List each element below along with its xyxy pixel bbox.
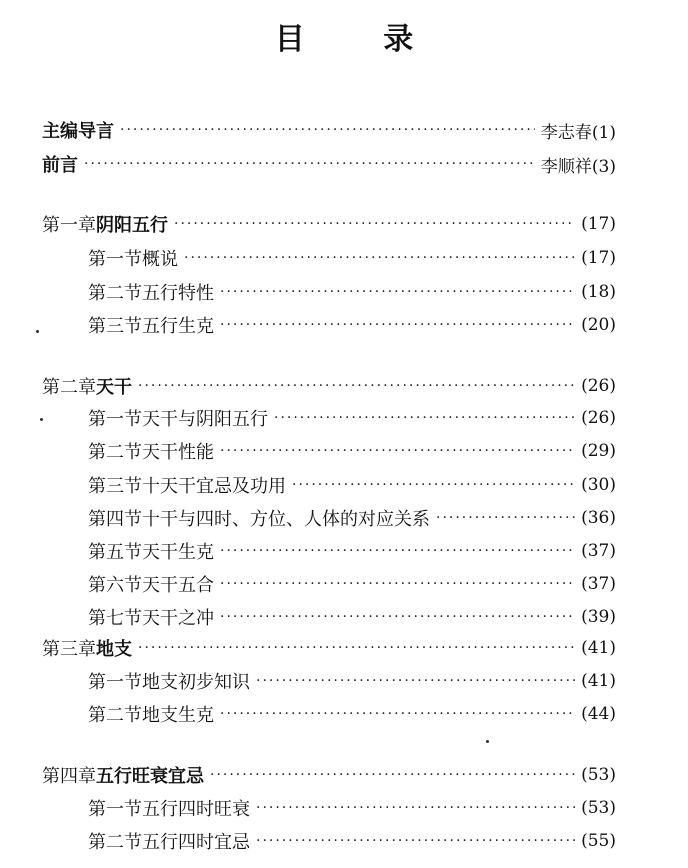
section-page: (53) — [581, 798, 616, 818]
chapter-entry — [42, 210, 616, 238]
section-title: 五行四时宜忌 — [142, 832, 250, 853]
section-page: (55) — [581, 831, 616, 851]
chapter-entry — [42, 761, 616, 789]
section-title: 十天干宜忌及功用 — [142, 476, 286, 497]
section-entry — [88, 667, 616, 695]
front-matter-entry — [42, 150, 616, 178]
section-number: 第六节 — [88, 575, 142, 596]
section-entry — [88, 570, 616, 598]
section-title: 天干与阴阳五行 — [142, 409, 268, 430]
front-matter-entry — [42, 116, 616, 144]
section-title: 地支初步知识 — [142, 672, 250, 693]
scan-speck — [36, 330, 39, 333]
section-page: (18) — [581, 282, 616, 302]
section-page: (36) — [581, 508, 616, 528]
chapter-number: 第一章 — [42, 215, 96, 236]
section-number: 第一节 — [88, 409, 142, 430]
section-page: (39) — [581, 607, 616, 627]
section-entry — [88, 794, 616, 822]
section-entry — [88, 278, 616, 306]
chapter-page: (26) — [581, 376, 616, 396]
scan-speck — [486, 740, 489, 743]
section-entry — [88, 244, 616, 272]
chapter-title: 五行旺衰宜忌 — [96, 766, 204, 787]
chapter-title: 地支 — [96, 639, 132, 660]
section-number: 第三节 — [88, 476, 142, 497]
section-title: 五行特性 — [142, 283, 214, 304]
section-number: 第二节 — [88, 832, 142, 853]
leader-dots — [120, 122, 535, 138]
front-matter-title: 主编导言 — [42, 121, 114, 142]
leader-dots — [138, 378, 575, 394]
leader-dots — [174, 216, 575, 232]
leader-dots — [256, 673, 575, 689]
section-entry — [88, 603, 616, 631]
section-title: 天干五合 — [142, 575, 214, 596]
leader-dots — [220, 443, 575, 459]
section-page: (41) — [581, 671, 616, 691]
chapter-page: (17) — [581, 214, 616, 234]
section-number: 第一节 — [88, 249, 142, 270]
section-title: 天干性能 — [142, 442, 214, 463]
section-number: 第五节 — [88, 542, 142, 563]
section-number: 第一节 — [88, 672, 142, 693]
leader-dots — [256, 800, 575, 816]
section-number: 第四节 — [88, 509, 142, 530]
section-number: 第三节 — [88, 316, 142, 337]
section-number: 第二节 — [88, 283, 142, 304]
section-entry — [88, 504, 616, 532]
front-matter-title: 前言 — [42, 155, 78, 176]
leader-dots — [436, 510, 575, 526]
leader-dots — [220, 543, 575, 559]
leader-dots — [220, 576, 575, 592]
leader-dots — [210, 767, 575, 783]
section-entry — [88, 827, 616, 855]
chapter-entry — [42, 634, 616, 662]
leader-dots — [292, 477, 575, 493]
section-page: (26) — [581, 408, 616, 428]
section-page: (30) — [581, 475, 616, 495]
section-entry — [88, 404, 616, 432]
leader-dots — [220, 317, 575, 333]
leader-dots — [184, 250, 575, 266]
leader-dots — [220, 609, 575, 625]
chapter-number: 第二章 — [42, 377, 96, 398]
chapter-title: 阴阳五行 — [96, 215, 168, 236]
section-title: 五行四时旺衰 — [142, 799, 250, 820]
section-entry — [88, 311, 616, 339]
section-entry — [88, 537, 616, 565]
section-number: 第二节 — [88, 442, 142, 463]
chapter-page: (53) — [581, 765, 616, 785]
page-title: 目 录 — [274, 22, 448, 57]
section-page: (29) — [581, 441, 616, 461]
leader-dots — [84, 156, 535, 172]
section-title: 十干与四时、方位、人体的对应关系 — [142, 509, 430, 530]
leader-dots — [138, 640, 575, 656]
section-entry — [88, 700, 616, 728]
section-page: (20) — [581, 315, 616, 335]
section-title: 天干之冲 — [142, 608, 214, 629]
front-matter-page: 李志春(1) — [540, 122, 616, 143]
section-title: 地支生克 — [142, 705, 214, 726]
section-number: 第一节 — [88, 799, 142, 820]
section-page: (37) — [581, 541, 616, 561]
chapter-entry — [42, 372, 616, 400]
leader-dots — [220, 284, 575, 300]
chapter-title: 天干 — [96, 377, 132, 398]
section-title: 五行生克 — [142, 316, 214, 337]
chapter-page: (41) — [581, 638, 616, 658]
front-matter-page: 李顺祥(3) — [540, 156, 616, 177]
section-title: 概说 — [142, 249, 178, 270]
section-number: 第二节 — [88, 705, 142, 726]
section-number: 第七节 — [88, 608, 142, 629]
leader-dots — [274, 410, 575, 426]
section-entry — [88, 437, 616, 465]
section-entry — [88, 471, 616, 499]
section-page: (44) — [581, 704, 616, 724]
section-page: (17) — [581, 248, 616, 268]
scan-speck — [40, 418, 43, 421]
leader-dots — [220, 706, 575, 722]
section-page: (37) — [581, 574, 616, 594]
leader-dots — [256, 833, 575, 849]
chapter-number: 第四章 — [42, 766, 96, 787]
chapter-number: 第三章 — [42, 639, 96, 660]
section-title: 天干生克 — [142, 542, 214, 563]
